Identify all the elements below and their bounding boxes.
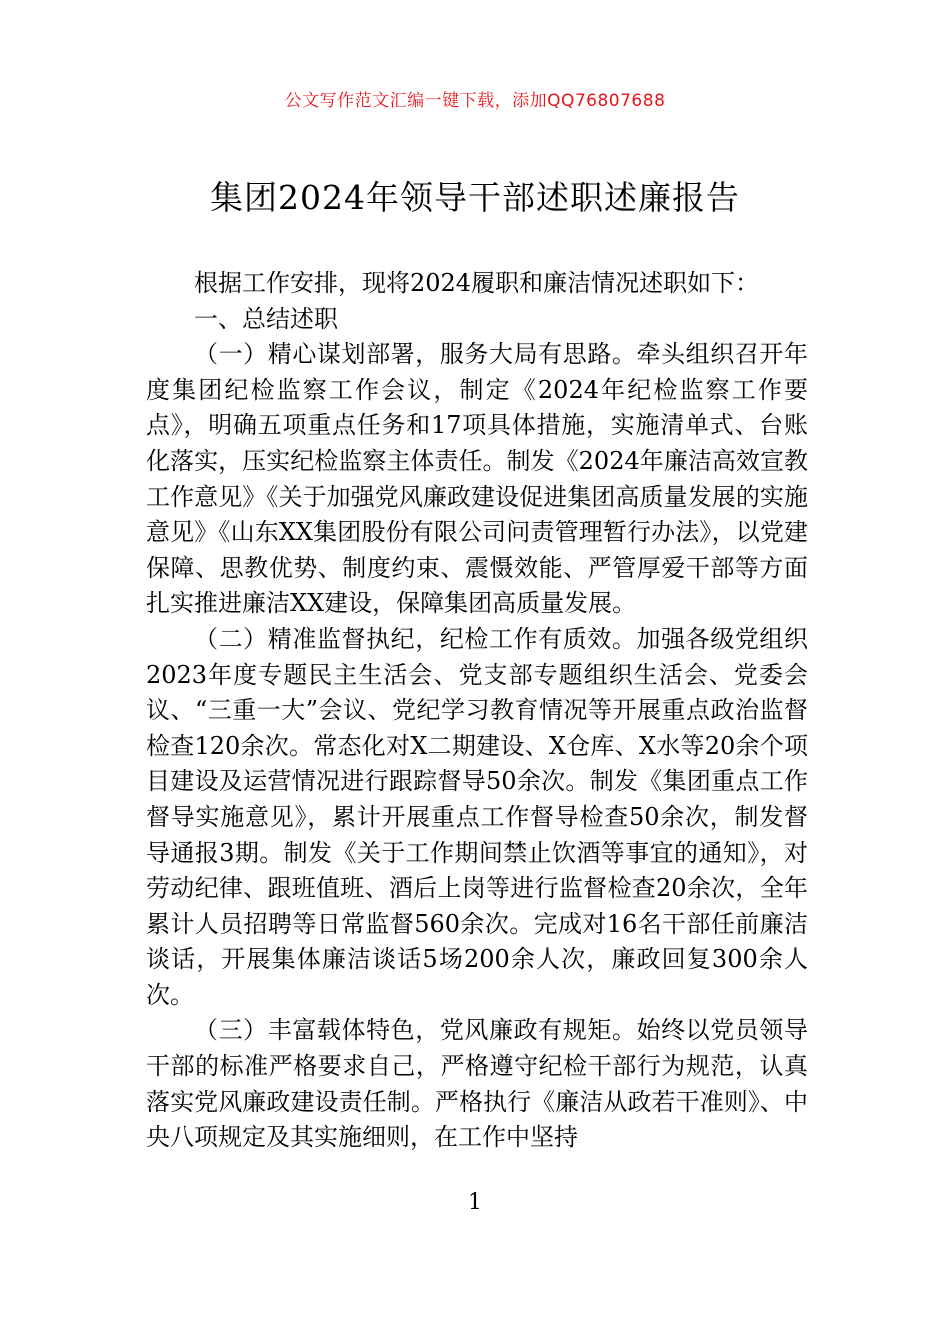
body-paragraph: （二）精准监督执纪，纪检工作有质效。加强各级党组织2023年度专题民主生活会、党支部专题组织生活会、党委会议、“三重一大”会议、党纪学习教育情况等开展重点政治监督检查120余次。常态化对X二期建设、X仓库、X水等20余个项目建设及运营情况进行跟踪督导50余次。制发《集团重点工作督导实施意见》，累计开展重点工作督导检查50余次，制发督导通报3期。制发《关于工作期间禁止饮酒等事宜的通知》，对劳动纪律、跟班值班、酒后上岗等进行监督检查20余次，全年累计人员招聘等日常监督560余次。完成对16名干部任前廉洁谈话，开展集体廉洁谈话5场200余人次，廉政回复300余人次。 — [146, 624, 808, 1009]
intro-paragraph: 根据工作安排，现将2024履职和廉洁情况述职如下： — [194, 269, 760, 297]
download-promo-note: 公文写作范文汇编一键下载，添加QQ76807688 — [284, 91, 666, 111]
page-number: 1 — [468, 1190, 482, 1215]
body-paragraph: （一）精心谋划部署，服务大局有思路。牵头组织召开年度集团纪检监察工作会议，制定《2024年纪检监察工作要点》，明确五项重点任务和17项具体措施，实施清单式、台账化落实，压实纪检监察主体责任。制发《2024年廉洁高效宣教工作意见》《关于加强党风廉政建设促进集团高质量发展的实施意见》《山东XX集团股份有限公司问责管理暂行办法》，以党建保障、思教优势、制度约束、震慑效能、严管厚爱干部等方面扎实推进廉洁XX建设，保障集团高质量发展。 — [146, 340, 808, 618]
body-paragraph: （三）丰富载体特色，党风廉政有规矩。始终以党员领导干部的标准严格要求自己，严格遵守纪检干部行为规范，认真落实党风廉政建设责任制。严格执行《廉洁从政若干准则》、中央八项规定及其实施细则，在工作中坚持 — [146, 1016, 808, 1152]
document-title: 集团2024年领导干部述职述廉报告 — [210, 178, 740, 217]
document-body — [146, 266, 808, 1156]
section-heading: 一、总结述职 — [194, 304, 338, 333]
